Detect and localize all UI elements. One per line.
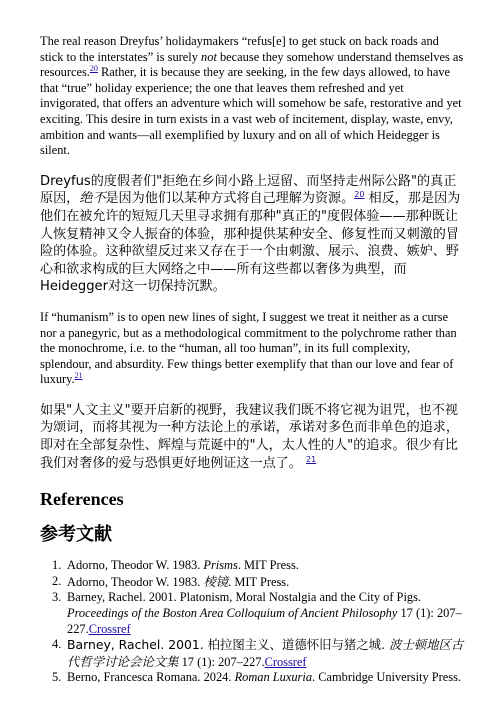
emphasis: not bbox=[201, 49, 217, 64]
footnote-link-21[interactable]: 21 bbox=[306, 454, 317, 464]
paragraph-2-zh bbox=[40, 173, 464, 296]
paragraph-text: 相反，那是因为他们在被允许的短短几天里寻求拥有那种"真正的"度假体验——那种既让人恢复精神又令人振奋的体验，那种提供某种安全、修复性而又刺激的冒险的体验。这种欲望反过来又存在于一个由刺激、展示、浪费、嫉妒、野心和欲求构成的巨大网络之中——所有这些都以奢侈为典型，而Heidegger对这一切保持沉默。 bbox=[40, 191, 461, 295]
paragraph-4-zh bbox=[40, 402, 464, 472]
paragraph-text: because they somehow understand themselves as resources. bbox=[40, 49, 464, 80]
references-heading: References bbox=[40, 489, 124, 510]
paragraph-text: The real reason Dreyfus’ holidaymakers “refus[e] to get stuck on back roads and stick to the interstates” is surely bbox=[40, 34, 439, 64]
reference-item: Barney, Rachel. 2001. 柏拉图主义、道德怀旧与猪之城. 波士顿地区古代哲学讨论会论文集 17 (1): 207–227.Crossref bbox=[67, 637, 464, 669]
reference-item: Adorno, Theodor W. 1983. Prisms. MIT Press. bbox=[67, 558, 299, 573]
paragraph-1 bbox=[40, 34, 464, 159]
footnote-link-20[interactable]: 20 bbox=[354, 190, 365, 200]
crossref-link[interactable]: Crossref bbox=[88, 621, 131, 636]
paragraph-text: Dreyfus的度假者们"拒绝在乡间小路上逗留、而坚持走州际公路"的真正原因， bbox=[40, 173, 457, 207]
paragraph-text: Rather, it is because they are seeking, in the few days allowed, to have that “true” holiday experience; the one that leaves them refreshed and yet invigorated, that offers an adventure which will somehow be safe, restorative and yet exciting. This desire in turn exists in a vast web of incitement, display, waste, envy, ambition and wants—all exemplified by luxury and on all of which Heidegger is silent. bbox=[40, 65, 462, 158]
footnote-link-21[interactable]: 21 bbox=[74, 371, 83, 381]
reference-list bbox=[40, 558, 464, 686]
paragraph-text: 如果"人文主义"要开启新的视野，我建议我们既不将它视为诅咒，也不视为颂词，而将其视为一种方法论上的承诺，承诺对多色而非单色的追求，即对在全部复杂性、辉煌与荒诞中的"人，太人性的人"的追求。很少有比我们对奢侈的爱与恐惧更好地例证这一点了。 bbox=[40, 402, 459, 471]
reference-item: Barney, Rachel. 2001. Platonism, Moral Nostalgia and the City of Pigs. Proceedings of the Boston Area Colloquium of Ancient Philosophy 17 (1): 207–227.Crossref bbox=[67, 590, 462, 636]
paragraph-3 bbox=[40, 310, 464, 388]
paragraph-text: If “humanism” is to open new lines of sight, I suggest we treat it neither as a curse nor a panegyric, but as a methodological commitment to the polychrome rather than the monochrome, i.e. to the “human, all too human”, in its full complexity, splendour, and absurdity. Few things better exemplify that than our love and fear of luxury. bbox=[40, 309, 457, 387]
crossref-link[interactable]: Crossref bbox=[264, 654, 307, 669]
emphasis: 绝不 bbox=[79, 191, 106, 207]
reference-item: Berno, Francesca Romana. 2024. Roman Luxuria. Cambridge University Press. bbox=[67, 670, 462, 685]
footnote-link-20[interactable]: 20 bbox=[89, 64, 98, 74]
references-heading-zh: 参考文献 bbox=[40, 524, 112, 546]
paragraph-text: 是因为他们以某种方式将自己理解为资源。 bbox=[105, 191, 355, 207]
reference-item: Adorno, Theodor W. 1983. 棱镜. MIT Press. bbox=[67, 573, 290, 589]
